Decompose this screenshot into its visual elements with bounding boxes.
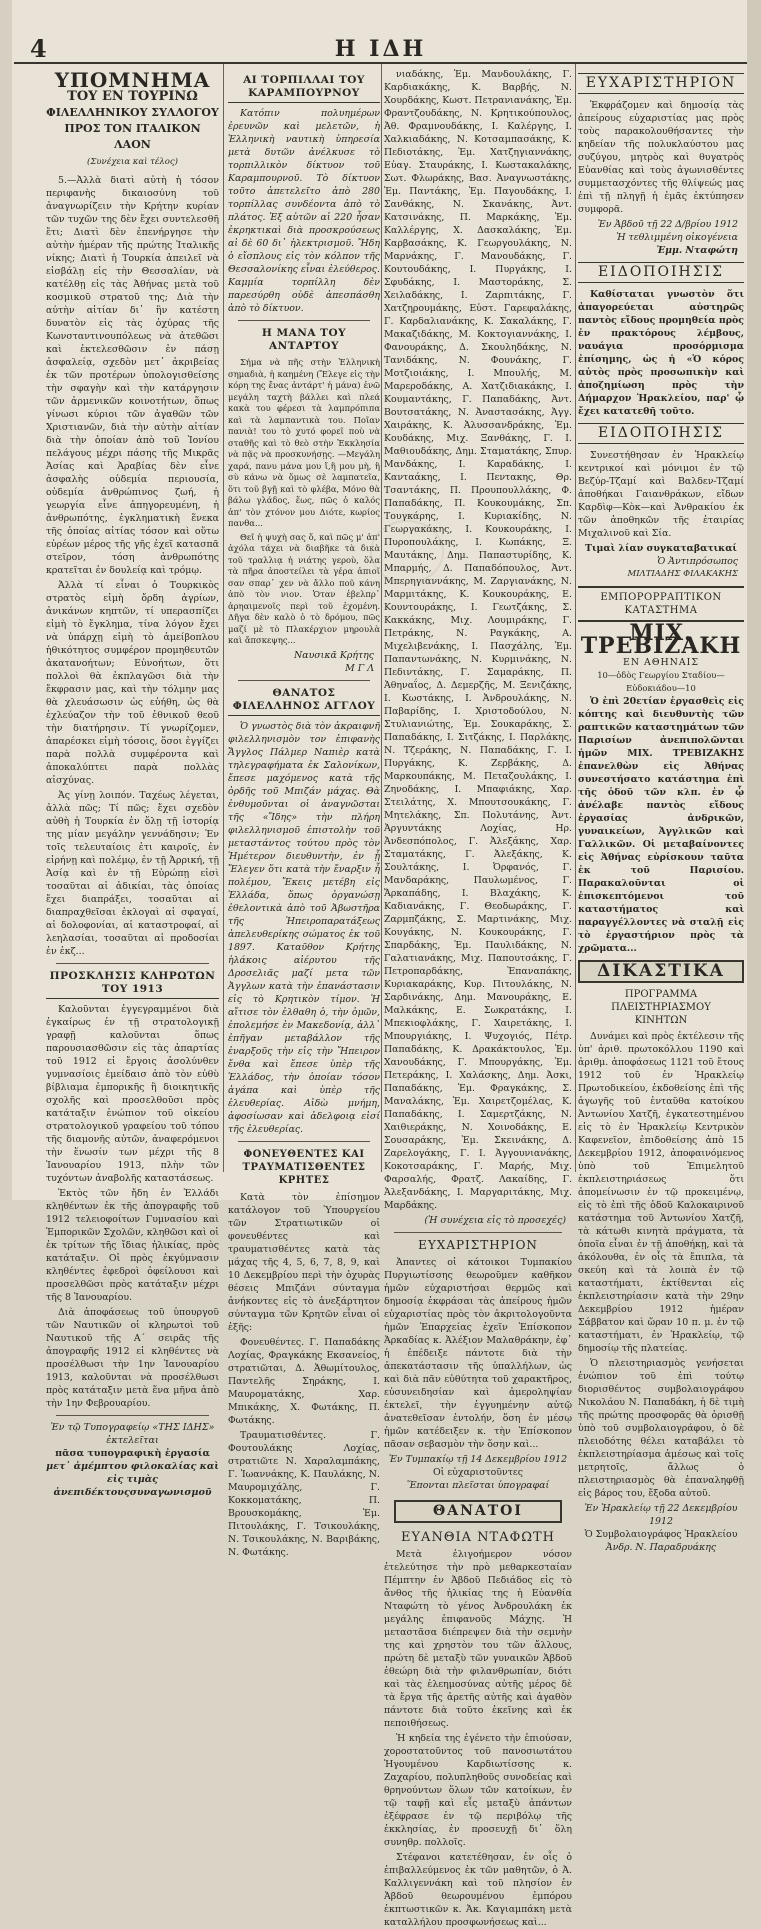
signature-line: Ἀνδρ. Ν. Παραδρυάκης — [605, 1542, 717, 1553]
continuation-note: (Ἡ συνέχεια εἰς τὸ προσεχές) — [424, 1215, 566, 1226]
article-paragraph: Καθίσταται γνωστὸν ὅτι ἀπαγορεύεται αὐστηρῶς παντὸς εἴδους προμηθεία πρὸς ἐν πρακτόρους λέμβους, ναυάγια προσόρμισμα ἐπίσημης, ὡς ἡ «Ὁ κόρος αὐτὸς πρὸς προσωπικὴν καὶ ἀποζημίωση πρὸς τὴν Δήμαρχον Ἡρακλείου, παρ' ᾧ ἔχει κατατεθῆ τοῦτο. — [578, 289, 744, 417]
section-heading: ΔΙΚΑΣΤΙΚΑ — [578, 960, 744, 983]
price-line: Τιμαὶ λίαν συγκαταβατικαί — [585, 543, 737, 554]
memo-subtitle-1: ΤΟΥ ΕΝ ΤΟΥΡΙΝΩ — [67, 89, 198, 104]
article-paragraph: Ἐκφράζομεν καὶ δημοσίᾳ τὰς ἀπείρους εὐχαριστίας μας πρὸς τοὺς παρακολουθήσαντες τὴν κηδείαν τῆς πολυκλαύστου μας συζύγου, μητρὸς καὶ θυγατρὸς Εὐανθίας καὶ τοὺς ἀγωνισθέντες συμμετασχόντες τῆς θλίψεώς μας ἐπὶ τῇ πληγῇ ἡ ἐμᾶς ἐκτύπησεν συμφορᾶ. — [578, 100, 744, 215]
advertiser-city: ΕΝ ΑΘΗΝΑΙΣ — [623, 657, 699, 668]
article-paragraph: Φονευθέντες. Γ. Παπαδάκης Λοχίας, Φραγκάκης Εκσανείος, στρατιῶται, Δ. Ἀθωμίτουλος, Παντελῆς Σηράκης, Ι. Μαυροματάκης, Χαρ. Μπικάκης, Χ. Φωτάκης, Π. Φωτάκης. — [228, 1336, 380, 1426]
article-paragraph: Καλοῦνται ἐγγεγραμμένοι διὰ ἐγκαίρως ἐν τῇ στρατολογικῇ γραφῇ καλοῦνται ὅπως παρουσιασθῶσιν εἰς τὰς ἀπαρτίας τοῦ 1912 εἰ ἔργοις ἀσολύνθεν γυμνασίοις ἐμείδαισ ἀπὸ τὸν εὐθὺ βίβλιαμα ἐμπορικῆς ἢ διοικητικῆς σχολῆς καὶ προσελθοῦσι πρὸς κατάταξιν ἐνώπιον τοῦ οἰκείου στρατολογικοῦ γραφείου τοῦ τόπου τῆς διαμονῆς αὐτῶν, ἀναφερόμενοι τὴν ἕνωσίν των μέχρι τῆς 8 Ἰανουαρίου 1913, πλὴν τῶν τυχόντων ἀναβολῆς καταστάσεως. — [46, 1004, 219, 1184]
column-divider — [575, 64, 576, 1172]
page-edge-right — [747, 0, 761, 1200]
advertiser-address: 10—ὁδὸς Γεωργίου Σταδίου—Εὐδοκιάδου—10 — [597, 670, 725, 693]
section-heading: ΕΜΠΟΡΟΡΡΑΠΤΙΚΟΝ ΚΑΤΑΣΤΗΜΑ — [578, 586, 744, 622]
article-paragraph: Κατόπιν πολυημέρων ἐρευνῶν καὶ μελετῶν, ἡ Ἑλληνικὴ ναυτικὴ ὑπηρεσία μετὰ δυτῶν ἀνέλκυσε τὸ τορπιλλικὸν δίκτυον τοῦ Καραμπουρνοῦ. Τὸ δίκτυον τοῦτο ἀπετελεῖτο ἀπὸ 280 τορπίλλας συνδέοντα ἀπὸ τὸ πλάτος. Ἐξ αὐτῶν αἱ 220 ἦσαν ἐκρηκτικαὶ διὰ προσκρούσεως αἱ δὲ 60 δι᾿ ἠλεκτρισμοῦ. Ἤδη ὁ εἴσπλους εἰς τὸν κόλπον τῆς Θεσσαλονίκης εἶναι ἐλεύθερος. Καμμία τορπίλλη δὲν παρεσύρθη οὐδὲ ἀπεσπάσθη ἀπὸ τὸ δίκτυον. — [228, 108, 380, 314]
memo-title: ΥΠΟΜΝΗΜΑ — [54, 68, 211, 92]
section-divider — [238, 680, 370, 681]
agent-title: Ὁ Ἀντιπρόσωπος — [657, 556, 738, 567]
signature-line: Ἕπονται πλεῖσται ὑπογραφαί — [406, 1480, 550, 1491]
advertiser-name: ΜΙΧ. ΤΡΕΒΙΖΑΚΗ — [580, 620, 742, 659]
article-paragraph: Δυνάμει καὶ πρὸς ἐκτέλεσιν τῆς ὑπ' ἀριθ. πρωτοκόλλου 1190 καὶ ἀριθμ. ἀποφάσεως 1121 τοῦ ἔτους 1912 τοῦ ἐν Ἡρακλείῳ Πρωτοδικείου, ἐκδοθείσης ἐπὶ τῆς ἀγωγῆς τοῦ ἐνταῦθα κατοίκου Ἀντωνίου Χατζῆ, ἐγκατεστημένου εἰς τὸ ἐν Ἡρακλείῳ Κεντρικὸν Καφενεῖον, ἐπιδοθείσης ἀπὸ 15 Δεκεμβρίου 1912, ἀποφαινόμενος ὑπὸ τοῦ Ἐπιμελητοῦ ἐκπλειστηριάσεως ὅτι ἀπομείνωσιν ἐν τῷ προκειμένῳ, εἰς τὸ ἐπὶ τῆς ὁδοῦ Καλοκαιρινοῦ κατάστημα τοῦ Ἀντωνίου Χατζῆ, τὰ κάτωθι κινητὰ πράγματα, τὰ ὁποῖα εἶναι ἐν τῇ ἀποθήκῃ, καὶ τὰ ἀκόλουθα, ἐν οἷς τὰ ἔπιπλα, τὰ σκεύη καὶ τὰ λοιπὰ ἐν τῷ καταστήματι, ἐκτίθενται εἰς ἐκπλειστηρίασιν κατὰ τὴν 29ην Δεκεμβρίου 1912 ἡμέραν Σάββατον καὶ ὥραν 10 π. μ. ἐν τῷ καταστήματι, ἐν Ἡρακλείῳ, τῷ δημοσίῳ τῆς πλατείας. — [578, 1031, 744, 1354]
article-paragraph: 5.—Ἀλλὰ διατὶ αὐτὴ ἡ τόσον περιφανὴς δικαιοσύνη τοῦ ἀναγνωρίζειν τὴν Κρήτην κυρίαν τῶν τυχῶν της δὲν ἔχει συντελεσθῆ ἔτι; Διατὶ δὲν ἐπενήργησε τὴν αὐτὴν ἡμέραν τῆς πρώτης Ἰταλικῆς νίκης; Διατὶ ἡ Τουρκία ἀπειλεῖ νὰ εἰσβάλῃ εἰς τὴν Θεσσαλίαν, νὰ κατέλθῃ εἰς τὰς Ἀθήνας μετὰ τοῦ κοσμικοῦ στρατοῦ της; Διὰ τὴν αὐτὴν αἰτίαν δι᾿ ἣν κατέστη δυνατὸν εἰς τὰς ὀχύρας τῆς Κωνσταντινουπόλεως νὰ ἀτεθῶσι καὶ ἐκτελεσθῶσιν ἐν πάσῃ ἀσφαλείᾳ, σχεδὸν μετ᾿ ἀκριβείας ἐκ τῶν προτέρων ὑπολογισθείσης τὴν σφαγὴν καὶ τὴν κατάργησιν τῶν ἀρμενικῶν κοινοτήτων, ὅπως γίνωσι κύριοι τῶν ἀγαθῶν τῶν Χριστιανῶν, διὰ τὴν αὐτὴν αἰτίαν διὰ τὴν ὁποίαν ἀπὸ τοῦ Ἰονίου πελάγους μέχρι πάσης τῆς Μικρᾶς Ἀσίας καὶ Ἀραβίας δὲν εἶνε ἀσφαλὴς οὐδεμία περιουσία, οὐδεμία ἀνθρώπινος ζωή, ἡ γεωργία εἶνε ἀπηγορευμένη, ἡ ἀνθρωπότης, ἐγκληματικὴ ἕνεκα τῆς ὁποίας αἰτίας τόσον καὶ οὕτω εὐρέων μέρος τῆς γῆς ἐχεῖ κατασπᾶ στεῖρον, τόση ἀνθρωπότης κρατεῖται ἐν δουλείᾳ καὶ τρόμῳ. — [46, 175, 219, 576]
author-signature: Ναυσικᾶ Κρήτης — [294, 649, 374, 661]
article-paragraph: Ἀς γίνῃ λοιπόν. Ταχέως λέγεται, ἀλλὰ πῶς; Τί πῶς; ἔχει σχεδὸν αὐθὴ ἡ Τουρκία ἐν ὅλῃ τῇ ἱστορίᾳ της μίαν μεγάλην γεννάδησιν; Ἐν τοῖς τελευταίοις ἐτι καιροῖς, ἐν εἰρήνῃ καὶ πολέμῳ, ἐν τῇ Ἀρρική, τῇ Ἀσίᾳ καὶ ἐν τῇ Εὐρώπῃ εἰσὶ τοσαῦται αἱ ἀδικίαι, τὰς ὁποίας ἔχει διαπράξει, τοσαῦται αἱ διαπραχθεῖσαι ἐκλογαὶ αἱ σφαγαί, αἱ δολοφονίαι, αἱ καταστροφαί, αἱ λεηλασίαι, τοσαῦται αἱ προδοσίαι ἐν ἐκζ... — [46, 790, 219, 957]
article-paragraph: Ὁ πλειστηριασμὸς γενήσεται ἐνώπιον τοῦ ἐπὶ τούτῳ διορισθέντος συμβολαιογράφου Νικολάου Ν. Παπαδάκη, ἡ δὲ τιμὴ τῆς πρώτης προσφορᾶς θὰ ὁρισθῇ ὑπὸ τοῦ συμβολαιογράφου, ὁ δὲ πλειοδότης θέλει καταβάλει τὸ ἐκπλειστηρίασμα ἀμέσως καὶ τοῖς μετρητοῖς, ἄλλως ὁ πλειστηριασμὸς θὰ ἐπαναληφθῇ εἰς βάρος του, ἔξοδα αὐτοῦ. — [578, 1358, 744, 1499]
column-1 — [46, 68, 219, 1498]
library-stamp — [370, 520, 444, 584]
continuation-note: (Συνέχεια καὶ τέλος) — [87, 157, 178, 167]
article-paragraph: Συνεστήθησαν ἐν Ἡρακλείῳ κεντρικοί καὶ μόνιμοι ἐν τῷ Βεζύρ-Τζαμί καὶ Βαλδεν-Τζαμί ἀποθήκαι Γαιανθράκων, εἴδων Καρδὶφ—Κὸκ—καὶ Ἀνθρακίου ἐκ τῶν ἀποθηκῶν τῆς ἑταιρίας Μιχαλινοῦ καὶ Σία. — [578, 450, 744, 539]
article-paragraph: Ἡ κηδεία της ἐγένετο τὴν ἐπιούσαν, χοροστατοῦντος τοῦ πανοσιωτάτου Ἡγουμένου Καρδιωτίσσης κ. Ζαχαρίου, πολυπληθοῦς συνοδείας καὶ θρηνούντων ὅλων τῶν κατοίκων, ἐν τῷ ταφῇ καὶ εἷς μεταξὺ ἀπάντων ἐξέφρασε ἐν τῷ περιβόλῳ τῆς ἐκκλησίας, ἐν προσευχῇ δι᾿ ὅλη συνηθρ. πολλοῖς. — [384, 1733, 572, 1848]
article-paragraph: Ὁ γνωστὸς διὰ τὸν ἀκραιφνῆ φιλελληνισμὸν τον ἐπιφανὴς Ἄγγλος Πάλμερ Ναπιὲρ κατὰ τηλεγραφήματα ἐκ Σαλονίκων, ἔπεσε μαχόμενος κατὰ τῆς ὀρδῆς τοῦ Μπιζάν μάχας. Θὰ ἐνθυμοῦνται οἱ ἀναγνῶσται τῆς «Ἴδης» τὴν πλήρη φιλελληνισμοῦ ἐπιστολὴν τοῦ μεταστάντος τούτου πρὸς τὸν Ἡμέτερον διευθυντὴν, ἐν ᾗ Ἔλεγεν ὅτι κατὰ τὴν ἔναρξιν ἦ πολέμου, Ἔκεις μετέβη εἰς Ἑλλάδα, ὅπως ὀργανώσῃ ἐθελοντικὰ ἀπὸ τοῦ Ἀβωστῆρα τῆς Ἠπειροπαρατάξεως ἀπελευθερίκης σώματος ἐκ τοῦ 1897. Καταῦθον Κρήτης ἡλάκοις αἰέρυτου τῆς Δροσελιᾶς μαζί μετα τῶν Ἀγγλων κατὰ τὴν ἐπανάστασιν εἰς τὸ Κρητικὸν τίμον. Ἡ αἴτισε τὸν ἐλθαθη ὁ, τὴν ὁμῶν, ἐπολεμήσε ἐν Μακεδονίᾳ, ἀλλ᾿ ἐπῆγαν μεταβάλλον τῆς ἐναρξοῦς τὴν εἰς τὴν Ἤπειρον ἔνθα καὶ ἔπεσε ὑπὲρ τῆς Ἑλλάδος, τὴν ὁποίαν τόσον ἀγάπα καὶ ὑπὲρ τῆς ἐλευθερίας. Αἰδὼ μνήμη, ἀφοσίωσαν καὶ ἀδελφοιᾳ εἰσί τῆς ἐλευθερίας. — [228, 720, 380, 1135]
section-divider — [56, 963, 209, 964]
section-divider — [394, 1232, 562, 1233]
memo-subtitle-2: ΦΙΛΕΛΛΗΝΙΚΟΥ ΣΥΛΛΟΓΟΥ — [46, 106, 219, 119]
signature-line: Ἡ τεθλιμμένη οἰκογένεια — [616, 232, 738, 243]
section-subheading: ΚΙΝΗΤΩΝ — [634, 1015, 688, 1026]
names-list: νιαδάκης, Ἐμ. Μανδουλάκης, Γ. Καρδιακάκης, Κ. Βαρβής, Ν. Χουρδάκης, Κωστ. Πετρανιανάκης, Ἐμ. Φραντζουδάκης, Ν. Κρητικούπουλος, Ἀθ. Φραμνουδάκης, Ι. Καλέργης, Ι. Χαλκιαδάκης, Ν. Κοτσαμπασάκης, Κ. Πεδιοτάκης, Ἐμ. Χατζηγιαννάκης, Εὐαγ. Σταυράκης, Ι. Κωστακαλάκης, Σωτ. Φλωράκης, Βασ. Ἀναγνωστάκης, Ἐμ. Παντάκης, Ἐμ. Παγουδάκης, Ι. Σανθάκης, Ν. Σκανάκης, Ἀντ. Κατσινάκης, Π. Μαρκάκης, Ἐμ. Καλλέργης, Χ. Δασκαλάκης, Ἐμ. Καρβασάκης, Κ. Γεωργουλάκης, Ν. Μαρνάκης, Γ. Μανουδάκης, Γ. Κουτουδάκης, Ι. Πυργάκης, Ι. Σφυδάκης, Ι. Μαστοράκης, Σ. Χειλαδάκης, Ι. Ζαρπιτάκης, Γ. Χατζηρουμάκης, Εὐστ. Γαρεφαλάκης, Γ. Καρδαλιανάκης, Κ. Σακαλάκης, Γ. Μακαζιδάκης, Μ. Κοκτογιαννάκης, Ι. Φανουράκης, Δ. Σκουληδάκης, Ν. Τανιδάκης, Ν. Φουνάκης, Γ. Μοτζιοιάκης, Ι. Μπουλής, Μ. Μαρεροδάκης, Α. Χατζιδιακάκης, Ι. Κουμαντάκης, Γ. Παπαδάκης, Ἀντ. Βουτσατάκης, Ν. Ἀναστασάκης, Ἀγγ. Χαιράκης, Κ. Ἀλυσσανδράκης, Ἐμ. Κουδάκης, Μιχ. Ξανθάκης, Γ. Ι. Μαθιουδάκης, Δημ. Σταματάκης, Σπυρ. Μανδάκης, Ι. Καραδάκης, Ι. Κανταάκης, Ι. Πεντακης, Θρ. Τσαντάκης, Π. Προυπουλλάκης, Φ. Παπαδάκης, Π. Κουκουμάκης, Σπ. Τουγκάρης, Ι. Κυριακίδης, Ν. Γεωργακάκης, Ι. Κουκουράκης, Ι. Πυροπουλάκης, Ι. Κωπάκης, Ξ. Μαυτάκης, Δημ. Παπαστυρίδης, Κ. Μπαρμής, Δ. Παπαδόπουλος, Ἀντ. Μπερηγιαννάκης, Μ. Ζαργιανάκης, Ν. Μαρμιτάκης, Κ. Κουκουράκης, Ε. Κουντουράκης, Ι. Γεωτζάκης, Σ. Κακκάκης, Μιχ. Λουμιράκης, Γ. Πετράκης, Ν. Ραγκάκης, Α. Μιχελιβενάκης, Ι. Πασχάλης, Ἐμ. Παπαντωνάκης, Ν. Κυρμινάκης, Ν. Πεδιντάκης, Γ. Σαμαράκης, Π. Ἀθηναΐος, Δ. Δεμερζῆς, Μ. Ξενιζάκης, Ι. Κωστάκης, Ι. Ἀνδρουλάκης, Ν. Παβαρίδης, Ι. Χριστοδούλου, Ν. Στυλιανιώτης, Ἐμ. Σουκαράκης, Σ. Παπαδάκης, Ι. Σιτζάκης, Ι. Παρλάκης, Ν. Τζεράκης, Ν. Παπαδάκης, Γ. Ι. Πυργάκης, Κ. Ζερβάκης, Δ. Μαρκουπάκης, Μ. Πεταζουλάκης, Ι. Ζηνοδάκης, Ι. Μπαφιάκης, Χαρ. Στειλάτης, Χ. Μπουτσουκάκης, Γ. Μητελάκης, Σπ. Πολυτάνης, Ἀντ. Ἀργυντάκης Λοχίας, Ηρ. Ἀνδεσπόπολος, Γ. Ἀλεξάκης, Χαρ. Σταματάκης, Γ. Ἀλεξάκης, Κ. Σουλτάκης, Ι. Ὀρφανός, Γ. Μανδαράκης, Παυλωμένος, Γ. Ἄρκαπάδης, Ι. Βλαχάκης, Κ. Καδιανάκης, Γ. Θεοδωράκης, Γ. Ζαρμπζάκης, Σ. Μαρτινάκης, Μιχ. Κουγάκης, Ν. Κουκουράκης, Γ. Σπαρδάκης, Ἐμ. Παυλιδάκης, Ν. Γαλατιανάκης, Μιχ. Παπουτσάκης, Γ. Πετροπαρδάκης, Ἐπαναπάκης, Κυριακαράκης, Κυρ. Πιτουλάκης, Ν. Σαρδινάκης, Δημ. Μανουράκης, Ε. Μαλκάκης, Ε. Σωκρατάκης, Ι. Μπεκιοφλάκης, Γ. Χαιρετάκης, Ι. Μπουργιάκης, Ι. Ψυχογιός, Πέτρ. Παπαδάκης, Κ. Δρακάκτουλος, Ἐμ. Χανουδάκης, Γ. Μπουργάκης, Ἐμ. Πετεράκης, Ι. Χαλάσκης, Δημ. Ἀσκι, Παπαδάκης, Ἐμ. Φραγκάκης, Σ. Μαναλάκης, Ἐμ. Χαιρετζομέλας, Κ. Παπαδάκης, Ι. Σαμερτζάκης, Ν. Χαιθιεράκης, Ν. Χοινοδάκης, Ε. Σουσαράκης, Ἐμ. Σκεινάκης, Δ. Ζαρελογάκης, Γ. Ι. Ἀγγουνιανάκης, Κοκοτσαράκης, Γ. Μαρής, Μιχ. Φαρσαλής, Φρατζ. Λακαίδης, Γ. Ἀλεξανδάκης, Ι. Μαργαριτάκης, Μιχ. Μαρδάκης. — [384, 69, 572, 1211]
poem-text: Θεῖ ἡ ψυχὴ σας ὅ, καὶ πῶς μ' ἀπ' ἀχόλα τάχει νὰ διαβῆκε τὰ δικὰ τοῦ τραλλιᾳ ἡ νιάτης γεροὺ, ὅλα τὰ πῆρα ἀποστείλει τὰ γέρα ἀπιοῖ σαν σπαρ᾿ χεν νὰ ἄλλο ποῦ κάνη ἀπὸ τὸν νιον. Ὁταν ἐβελπρ᾿ ἀρηαιμενοῖς περὶ τοῦ ἐχομένη. Δῆγα δὲν καλὸ ὁ τὸ δρόμου, πῶς μαζί μὲ τὸ Πλακέρχιον μηρουλὰ καὶ ἄπσκεψης... — [228, 531, 380, 645]
article-paragraph: Ἀλλὰ τί εἶναι ὁ Τουρκικὸς στρατὸς εἰμὴ ὄρδη ἀγρίων, ἀνικάνων κηπτῶν, τί υπερασπίζει εἰμὴ τὸ ἔγκλημα, τίνα λόγον ἔχει νὰ ὑπάρχῃ εἰμὴ τὸ ἀμείβοπλου ἡθικότητος συμφέρον προμηθευτῶν ἀκατανοήτων; Εὐνοήτων, ὅτι πολλοὶ θὰ ἐκπλαγῶσι διὰ τὴν ἔκφρασιν μας, καὶ τὴν τόλμην μας θὰ χλευάσωσιν ὡς εὐήθη, ὡς θὰ ἐχλεύαζον τὴν τοῦ ἐθνικοῦ θεοῦ τὴν διατήρησιν. Τί γνωρίζομεν, ἀπαρέσκει εἰμὴ τόσοις, ὅσοι ἐγγίζει παρὰ πολλὰ συμφέροντα καὶ ἀποκαλύπτει παρὰ πολλὰς αἰσχύνας. — [46, 580, 219, 786]
column-2 — [228, 68, 380, 1558]
signature-date: Ἐν Ἡρακλείῳ τῇ 22 Δεκεμβρίου 1912 — [584, 1503, 738, 1527]
page-header — [0, 0, 761, 62]
signature-date: Ἐν Τυμπακίῳ τῇ 14 Δεκεμβρίου 1912 — [388, 1454, 568, 1465]
memo-subtitle-3: ΠΡΟΣ ΤΟΝ ΙΤΑΛΙΚΟΝ ΛΑΟΝ — [64, 122, 201, 151]
column-3 — [384, 68, 572, 1928]
section-divider — [238, 1141, 370, 1142]
article-paragraph: Διὰ ἀποφάσεως τοῦ ὑπουργοῦ τῶν Ναυτικῶν οἱ κληρωτοὶ τοῦ Ναυτικοῦ τῆς Α´ σειρᾶς τῆς ἀπογραφῆς 1912 εἰ κληθέντες νὰ προσέλθωσι τὴν 1ην Ἰανουαρίου 1913, καλοῦνται νὰ προσέλθωσι πρὸς κατάταξιν μετὰ ἕνα μῆνα ἀπὸ τὴν 1ην Φεβρουαρίου. — [46, 1307, 219, 1409]
author-initials: Μ Γ Λ — [345, 662, 374, 674]
poem-text: Σήμα νὰ πῆς στὴν Ἑλληνικὴ σημαδιὰ, ἡ καημένη (Ἔλεγε εἰς τὴν κόρη της ἔνας ἀντάρτ' ἡ μάνα) ἐνῶ μεγάλη ταχτὴ βάλλει καὶ πλεά κακὰ του φέρεσι τὰ λαμπρόπιπα καὶ τὰ λαμπαντικὰ του. Ποῖαν πανιὰ! του τὸ χυτό φορεῖ ποὺ νὰ σταθῆς καὶ τὸ θεὸ στὴν Ἐκκλησία νὰ πᾷς νὰ προσκυνήσῃς. —Μεγάλη χαρά, πανυ μάνα μου ἴ,ἢ μου μὴ, ἢ σὺ κάνω νὰ ὅμως σὲ λαμπατεῖα, ὅτι τοῦ βγῇ καὶ τὸ φλέβα, Μόνο θὰ βάλω γλάδος, ἕως, πῶς ὁ καλός ἀπ' τὸν χτόνον μου Διότε, κωρίος πανθα... — [228, 357, 380, 528]
article-paragraph: Τραυματισθέντες. Γ. Φουτουλάκης Λοχίας, στρατιῶτε Ν. Χαραλαμπάκης, Γ. Ἰωαννάκης, Κ. Παυλάκης, Ν. Μαυρομιχάλης, Γ. Κοκκοματάκης, Π. Βρουσκομάκης, Ἐμ. Πιτουλάκης, Γ. Τσικουλάκης, Ν. Τσικουλάκης, Ν. Βαριβάκης, Ν. Φωτάκης. — [228, 1429, 380, 1558]
notice-line: πᾶσα τυπογραφικὴ ἐργασία — [55, 1448, 210, 1459]
section-divider — [56, 1415, 209, 1416]
masthead-title: Η ΙΔΗ — [334, 36, 427, 62]
section-heading: ΘΑΝΑΤΟΣ ΦΙΛΕΛΛΗΝΟΣ ΑΓΓΛΟΥ — [228, 687, 380, 716]
article-paragraph: Μετὰ ἐλιγοήμερον νόσον ἐτελεύτησε τὴν πρὸ μεθαρκεσταίαν Πέμπτην ἐν Ἀβδοῦ Πεδιάδος εἰς τὸ ἄνθος τῆς ἡλικίας της ἡ Εὐανθία Νταφώτη τὸ γένος Ἀνδρουλάκη ἐκ μεγάλης ἐπιφανοῦς Μάχης. Ἡ μεταστᾶσα διέπρεψεν διὰ τὴν σεμνὴν της καὶ χρηστὸν του τῶν ἄλλους, πρώτη δὲ μεταξὺ τῶν γυναικῶν Ἀβδοῦ ἐθεώρη διὰ τὴν φιλανθρωπίαν, διότι καὶ τὰς ἐλεημοσύνας αὐτῆς μέρος δὲ τὰ ἔργα τῆς ἀρετῆς αὐτῆς καὶ ἀγαθὸν πάντοτε διὰ τοῦτο ἐκεῖνης καὶ ἐκ πεποιθήσεως. — [384, 1549, 572, 1729]
section-heading: ΕΙΔΟΠΟΙΗΣΙΣ — [578, 423, 744, 444]
notice-line: μετ᾿ ἀμέμπτου φιλοκαλίας καὶ εἰς τιμὰς ἀνεπιδέκτουςσυναγωνισμοῦ — [46, 1461, 219, 1498]
notice-line: Ἐν τῷ Τυπογραφείῳ «ΤΗΣ ΙΔΗΣ» ἐκτελεῖται — [50, 1422, 215, 1446]
section-heading: ΕΥΧΑΡΙΣΤΗΡΙΟΝ — [418, 1238, 538, 1252]
article-paragraph: Ἐκτὸς τῶν ἤδη ἐν Ἑλλάδι κληθέντων ἐκ τῆς ἀπογραφῆς τοῦ 1912 τελειοφοίτων Γυμνασίου καὶ Ἐμπορικῶν Σχολῶν, κληθῶσι καὶ οἱ ἐκ τρίτων τῆς ἴδιας ἡλικίας, πρὸς κατάταξιν. Οἱ πρὸς ἐκγύμνασιν κληθέντες ἐφεδροὶ ὀφείλουσι καὶ προσελθῶσι πρὸς κατάταξιν μέχρι τῆς 8 Ἰανουαρίου. — [46, 1188, 219, 1303]
signature-line: Οἱ εὐχαριστοῦντες — [432, 1467, 524, 1478]
section-heading: ΕΙΔΟΠΟΙΗΣΙΣ — [578, 262, 744, 283]
article-paragraph: Ἀπαντες οἱ κάτοικοι Τυμπακίου Πυργιωτίσσης θεωροῦμεν καθῆκον ἡμῶν εὐχαριστήσαι θερμῶς καὶ δημοσίᾳ ἐκφράσαι τὰς ἀπείρους ἡμῶν εὐχαριστίας πρὸς τὸν ἀκριτολογοῦντα ἡμῶν Ἐπαρχείας ἐχεῖν Ἐπίσκοπον Ἀρκαδίας κ. Ἀλέξιον Μαλαθράκην, ἐφ᾿ ἡ ἐπέδειξε πάντοτε διὰ τὴν ἀπεκατάστασιν τῆς ὑπαλλήλων, ὡς καὶ διὰ πᾶν εὐθύτητα τοῦ χαρακτῆρος, εὐσυνειδησίαν καὶ ἀμεροληψίαν ἐκτελεῖ, τὴν ἐγγυημένην αὐτῷ ἀνατεθεῖσαν ἐντολήν, ὅση ἐν μέσῳ ἡμῶν κατέδειξεν κ. τὴν Ἐπίσκοπον πᾶσαν σεβασμὸν τὴν ὅσην καὶ... — [384, 1257, 572, 1450]
section-divider — [238, 320, 370, 321]
column-divider — [223, 64, 224, 1172]
section-heading: ΕΥΧΑΡΙΣΤΗΡΙΟΝ — [578, 73, 744, 94]
section-heading: ΕΥΑΝΘΙΑ ΝΤΑΦΩΤΗ — [400, 1530, 556, 1545]
article-paragraph: Στέφανοι κατετέθησαν, ἐν οἷς ὁ ἐπιβαλλεύμενος ἑκ τῶν μαθητῶν, ὁ Ἀ. Καλλιγεννάκη καὶ τοῦ πλησίον ἐν Ἀβδοῦ θεωρουμένου ἐμπόρου ἐκπτωστικῶν κ. Ἀκ. Καγιαμπάκη μετὰ καταλλήλου προσφωνήσεως καὶ... — [384, 1852, 572, 1928]
section-heading: ΠΡΟΣΚΛΗΣΙΣ ΚΛΗΡΩΤΩΝ ΤΟΥ 1913 — [46, 970, 219, 999]
column-divider — [381, 64, 382, 1172]
advertisement-text: Ὁ ἐπὶ 20ετίαν ἐργασθεὶς εἰς κόπτης καὶ διευθυντὴς τῶν ραπτικῶν καταστημάτων τῶν Παρισίων ἀνεπιπολῶνται ἡμῶν ΜΙΧ. ΤΡΕΒΙΖΑΚΗΣ ἐπανελθὼν εἰς Ἀθήνας συνεστήσατο κατάστημα ἐπὶ τῆς ὁδοῦ τῶν κλπ. ἐν ᾧ ἀνέλαβε παντὸς εἴδους ἐργασίας ἀνδρικῶν, γυναικείων, Ἀγγλικῶν καὶ Γαλλικῶν. Οἱ μεταβαίνοντες εἰς Ἀθήνας εὑρίσκουν ταῦτα ἐκ τοῦ Παρισίου. Παρακαλοῦνται οἱ ἐπισκεπτόμενοι τοῦ καταστήματος καὶ παραγγέλλοντες νὰ σταλῇ εἰς τὸ ἐργαστήριον πρὸς τὰ χρῶματα... — [578, 696, 744, 954]
section-heading: ΘΑΝΑΤΟΙ — [394, 1500, 562, 1523]
column-4 — [578, 68, 744, 1553]
signature-date: Ἐν Ἀβδοῦ τῇ 22 Δ/βρίου 1912 — [597, 219, 738, 230]
page-edge-left — [0, 0, 12, 1200]
print-shop-notice — [46, 1421, 219, 1499]
section-subheading: ΠΡΟΓΡΑΜΜΑ ΠΛΕΙΣΤΗΡΙΑΣΜΟΥ — [611, 989, 711, 1013]
section-heading: ΦΟΝΕΥΘΕΝΤΕΣ ΚΑΙ ΤΡΑΥΜΑΤΙΣΘΕΝΤΕΣ ΚΡΗΤΕΣ — [242, 1148, 366, 1186]
page-number: 4 — [30, 34, 47, 63]
signature-line: Ἐμμ. Νταφώτη — [656, 245, 738, 256]
agent-name: ΜΙΛΤΙΑΔΗΣ ΦΙΛΑΚΑΚΗΣ — [627, 569, 738, 579]
section-heading: ΑΙ ΤΟΡΠΙΛΛΑΙ ΤΟΥ ΚΑΡΑΜΠΟΥΡΝΟΥ — [228, 74, 380, 103]
signature-line: Ὁ Συμβολαιογράφος Ἡρακλείου — [584, 1529, 738, 1540]
article-paragraph: Κατὰ τὸν ἐπίσημον κατάλογον τοῦ Ὑπουργείου τῶν Στρατιωτικῶν οἱ φονευθέντες καὶ τραυματισθέντες κατὰ τὰς μάχας τῆς 4, 5, 6, 7, 8, 9, καὶ 10 Δεκεμβρίου περὶ τὴν ὀχυρὰς θέσεις Μπιζάνι σύνταγμα ἀνήκοντες εἰς τὸ ἀνεξάρτητον σύνταγμα τῶν Κρητῶν εἶναι οἱ ἑξῆς: — [228, 1191, 380, 1333]
section-heading: Η ΜΑΝΑ ΤΟΥ ΑΝΤΑΡΤΟΥ — [261, 327, 347, 352]
